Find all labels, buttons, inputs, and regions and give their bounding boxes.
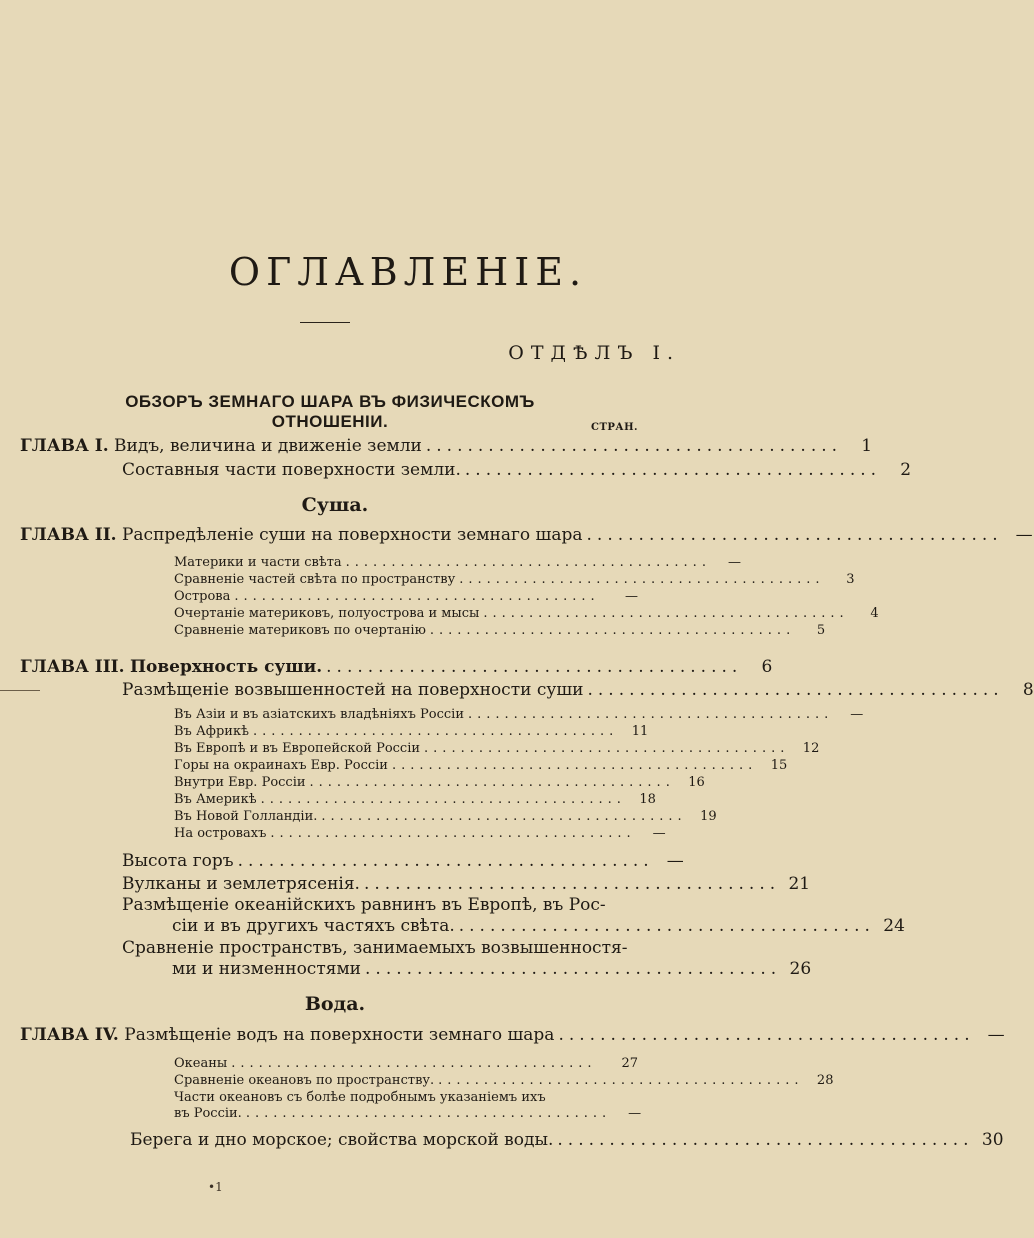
entry-text: Въ Америкѣ — [174, 792, 257, 807]
entry-page: — — [850, 707, 864, 722]
chapter-label: ГЛАВА IV. — [20, 1025, 119, 1045]
toc-entry — [122, 895, 638, 915]
toc-entry: Въ Африкѣ ........................................ 11 — [174, 724, 649, 739]
entry-text: ми и низменностями — [172, 959, 362, 979]
entry-page: 18 — [639, 792, 656, 807]
toc-entry: ми и низменностями ........................................ 26 — [172, 959, 812, 979]
entry-page: 16 — [688, 775, 705, 790]
toc-entry: Размѣщеніе возвышенностей на поверхности суши ........................................ 8 — [122, 680, 1034, 700]
chapter-label: ГЛАВА II. — [20, 525, 117, 545]
entry-text: Видъ, величина и движеніе земли — [114, 436, 422, 456]
toc-entry: На островахъ ........................................ — — [174, 826, 666, 841]
entry-text: Въ Африкѣ — [174, 724, 249, 739]
toc-entry: Берега и дно морское; свойства морской воды. ........................................ 30 — [130, 1130, 1004, 1150]
page-column-label: СТРАН. — [591, 422, 638, 433]
entry-text: Высота горъ — [122, 851, 234, 871]
entry-text: Берега и дно морское; свойства морской воды. — [130, 1130, 554, 1150]
entry-page: 3 — [846, 572, 855, 587]
entry-page: 15 — [770, 758, 788, 773]
footer-mark: •1 — [208, 1180, 223, 1194]
entry-page: — — [652, 826, 666, 841]
entry-page: 28 — [816, 1073, 834, 1088]
entry-text: въ Россіи. — [174, 1106, 242, 1121]
section-heading-land: Суша. — [301, 494, 369, 516]
toc-entry: Въ Новой Голландіи. ........................................ 19 — [174, 809, 717, 824]
entry-text: Въ Европѣ и въ Европейской Россіи — [174, 741, 421, 756]
scan-mark-line — [0, 690, 40, 691]
toc-entry: Сравненіе частей свѣта по пространству ........................................ 3 — [174, 572, 855, 587]
division-subtitle: ОБЗОРЪ ЗЕМНАГО ШАРА ВЪ ФИЗИЧЕСКОМЪ ОТНОШЕНІИ. — [125, 392, 535, 431]
toc-entry — [122, 938, 638, 958]
entry-page: — — [625, 589, 638, 604]
toc-entry: Въ Азіи и въ азіатскихъ владѣніяхъ Россіи ........................................ — — [174, 707, 864, 722]
entry-text: Сравненіе частей свѣта по пространству — [174, 572, 456, 587]
entry-page: — — [628, 1106, 642, 1121]
entry-page: 21 — [788, 874, 811, 894]
entry-page: 19 — [700, 809, 717, 824]
toc-entry: Очертаніе материковъ, полуострова и мысы ........................................ 4 — [174, 606, 879, 621]
entry-page: 2 — [900, 460, 912, 480]
entry-text: Сравненіе пространствъ, занимаемыхъ возвышенностя- — [122, 938, 628, 958]
entry-page: 5 — [816, 623, 826, 638]
toc-entry — [174, 1090, 638, 1105]
entry-page: 8 — [1022, 680, 1034, 700]
entry-text: Вулканы и землетрясенія. — [122, 874, 360, 894]
division-heading: ОТДѢЛЪ I. — [508, 342, 680, 364]
entry-page: — — [987, 1025, 1005, 1045]
entry-page: 26 — [789, 959, 812, 979]
toc-entry: ГЛАВА I. Видъ, величина и движеніе земли ........................................ 1 — [20, 436, 873, 456]
toc-entry: Внутри Евр. Россіи ........................................ 16 — [174, 775, 705, 790]
entry-page: 4 — [870, 606, 879, 621]
toc-entry: Сравненіе материковъ по очертанію ........................................ 5 — [174, 623, 826, 638]
entry-text: Внутри Евр. Россіи — [174, 775, 306, 790]
entry-text: Острова — [174, 589, 231, 604]
toc-entry: ГЛАВА III. Поверхность суши. ........................................ 6 — [20, 657, 773, 677]
entry-text: Поверхность суши. — [129, 657, 323, 677]
section-heading-water: Вода. — [304, 993, 366, 1015]
chapter-label: ГЛАВА III. — [20, 657, 125, 677]
toc-entry: въ Россіи. ........................................ — — [174, 1106, 642, 1121]
entry-page: 24 — [883, 916, 905, 936]
toc-entry: ГЛАВА IV. Размѣщеніе водъ на поверхности земнаго шара ........................................ — — [20, 1025, 1005, 1045]
toc-entry: ГЛАВА II. Распредѣленіе суши на поверхности земнаго шара ........................................ — — [20, 525, 1033, 545]
entry-text: Размѣщеніе возвышенностей на поверхности суши — [122, 680, 584, 700]
toc-entry: Составныя части поверхности земли. ........................................ 2 — [122, 460, 912, 480]
toc-entry: Сравненіе океановъ по пространству. ........................................ 28 — [174, 1073, 834, 1088]
entry-text: Сравненіе материковъ по очертанію — [174, 623, 426, 638]
entry-text: Въ Азіи и въ азіатскихъ владѣніяхъ Россіи — [174, 707, 464, 722]
entry-page: 11 — [631, 724, 649, 739]
entry-text: Составныя части поверхности земли. — [122, 460, 461, 480]
toc-entry: Океаны ........................................ 27 — [174, 1056, 638, 1071]
entry-text: На островахъ — [174, 826, 267, 841]
toc-entry: Материки и части свѣта ........................................ — — [174, 555, 741, 570]
entry-text: сіи и въ другихъ частяхъ свѣта. — [172, 916, 455, 936]
entry-text: Распредѣленіе суши на поверхности земнаго шара — [121, 525, 583, 545]
entry-text: Очертаніе материковъ, полуострова и мысы — [174, 606, 480, 621]
toc-entry: Горы на окраинахъ Евр. Россіи ........................................ 15 — [174, 758, 788, 773]
entry-page: — — [666, 851, 684, 871]
entry-text: Океаны — [174, 1056, 228, 1071]
entry-text: Размѣщеніе водъ на поверхности земнаго шара — [124, 1025, 555, 1045]
title-rule — [300, 322, 350, 323]
entry-page: 30 — [981, 1130, 1004, 1150]
entry-text: Материки и части свѣта — [174, 555, 342, 570]
entry-text: Размѣщеніе океанійскихъ равнинъ въ Европѣ, въ Рос- — [122, 895, 606, 915]
entry-page: 1 — [861, 436, 873, 456]
entry-page: — — [727, 555, 741, 570]
entry-page: 6 — [761, 657, 773, 677]
entry-text: Части океановъ съ болѣе подробнымъ указаніемъ ихъ — [174, 1090, 546, 1105]
entry-text: Горы на окраинахъ Евр. Россіи — [174, 758, 388, 773]
entry-text: Сравненіе океановъ по пространству. — [174, 1073, 435, 1088]
toc-entry: Въ Америкѣ ........................................ 18 — [174, 792, 656, 807]
chapter-label: ГЛАВА I. — [20, 436, 109, 456]
toc-entry: Острова ........................................ — — [174, 589, 638, 604]
page-title: ОГЛАВЛЕНІЕ. — [228, 250, 588, 294]
entry-page: 27 — [621, 1056, 638, 1071]
entry-page: 12 — [802, 741, 820, 756]
toc-entry: сіи и въ другихъ частяхъ свѣта. ........................................ 24 — [172, 916, 905, 936]
toc-entry: Въ Европѣ и въ Европейской Россіи ........................................ 12 — [174, 741, 820, 756]
toc-entry: Высота горъ ........................................ — — [122, 851, 684, 871]
entry-text: Въ Новой Голландіи. — [174, 809, 318, 824]
toc-entry: Вулканы и землетрясенія. ........................................ 21 — [122, 874, 811, 894]
entry-page: — — [1015, 525, 1033, 545]
